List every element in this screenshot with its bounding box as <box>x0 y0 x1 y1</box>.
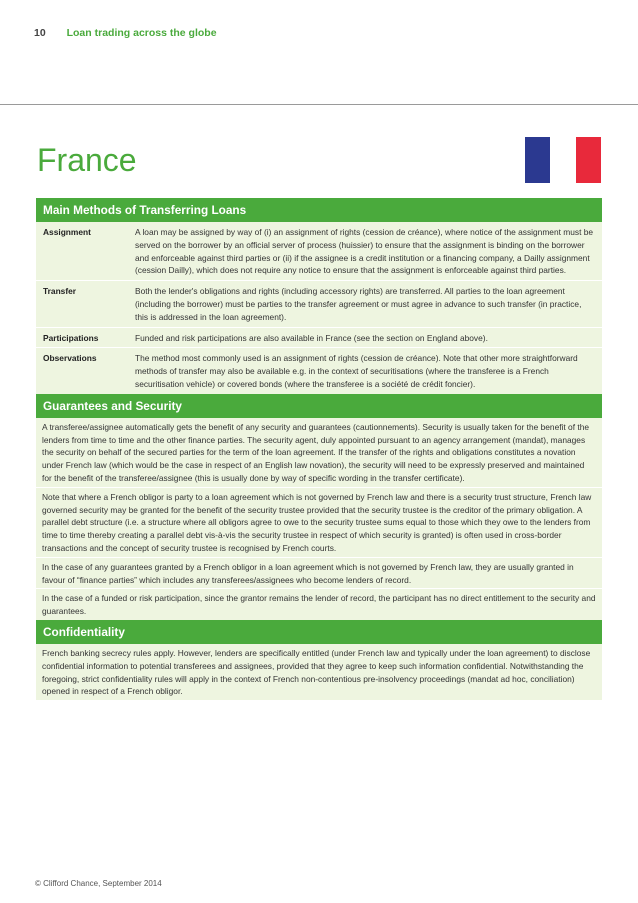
flag-stripe-red <box>576 137 601 183</box>
content <box>36 198 602 700</box>
french-flag-icon <box>525 137 601 183</box>
paragraph: In the case of a funded or risk participation, since the grantor remains the lender of record, the participant has no direct entitlement to the security and guarantees. <box>36 588 602 620</box>
section-heading-guarantees: Guarantees and Security <box>36 394 602 418</box>
paragraph: A transferee/assignee automatically gets the benefit of any security and guarantees (cautionnements). Security is usually taken for the benefit of the lenders from time to time and the other finance parties. The security agent, duly appointed pursuant to an agency arrangement (mandat), manages the security on behalf of the secured parties for the term of the loan agreement. If the transfer of the rights and obligations constitutes a novation under French law (which would be the case in respect of an English law novation), the security will need to be expressly preserved and maintained for the benefit of the transferee/assignee (this is usually done by way of specific wording in the transfer certificate). <box>42 421 590 483</box>
flag-stripe-blue <box>525 137 550 183</box>
guarantees-body <box>36 418 602 620</box>
page-number: 10 <box>34 27 46 39</box>
row-text: Both the lender's obligations and rights (including accessory rights) are transferred. All parties to the loan agreement (including the borrower) must be parties to the transfer agreement or must agree in advance to such transfer (in practice, this is addressed in the loan agreement). <box>135 286 582 322</box>
row-label: Observations <box>43 353 97 364</box>
running-title: Loan trading across the globe <box>66 27 217 39</box>
confidentiality-body <box>36 644 602 700</box>
row-text: The method most commonly used is an assignment of rights (cession de créance). Note that other more straightforward methods of transfer may also be available e.g. in the context of securitisations (where the transferee is a French securitisation vehicle) or covered bonds (where the transferee is a société de crédit foncier). <box>135 353 578 389</box>
table-row <box>36 280 602 326</box>
paragraph: Note that where a French obligor is party to a loan agreement which is not governed by French law and there is a security trust structure, French law governed security may be granted for the benefit of the security trustee provided that the security trustee is the creditor of the primary obligation. A parallel debt structure (i.e. a structure where all obligors agree to owe to the security trustee sums equal to those which they owe to the lenders from time to time thereby creating a parallel debt vis-à-vis the security trustee in respect of which security is granted) is often used in cross-border transactions and the concept of security trustee is recognised by French courts. <box>36 487 602 557</box>
flag-stripe-white <box>550 137 575 183</box>
table-row <box>36 347 602 393</box>
paragraph: French banking secrecy rules apply. However, lenders are specifically entitled (under French law and typically under the loan agreement) to disclose confidential information to potential transferees and assignees, provided that they agree to keep such information confidential. Notwithstanding the foregoing, strict confidentiality rules will apply in the context of French non-contentious pre-insolvency proceedings (mandat ad hoc, conciliation) opened in respect of a French obligor. <box>42 647 591 697</box>
footer-copyright: © Clifford Chance, September 2014 <box>35 879 162 888</box>
row-label: Transfer <box>43 286 77 297</box>
row-text: Funded and risk participations are also available in France (see the section on England above). <box>135 332 488 343</box>
page-header <box>34 27 217 39</box>
row-label: Assignment <box>43 227 91 237</box>
country-title: France <box>37 142 137 178</box>
section-heading-confidentiality: Confidentiality <box>36 620 602 644</box>
methods-table <box>36 222 602 394</box>
row-text: A loan may be assigned by way of (i) an assignment of rights (cession de créance), where notice of the assignment must be served on the borrower by an official server of process (huissier) to ensure that the assignment is binding on the borrower and enforceable against third parties or (ii) if the assignee is a credit institution or a financing company, a Dailly assignment (cession Dailly), which does not require any notice to ensure that the assignment is enforceable against third parties. <box>135 227 594 276</box>
paragraph: In the case of any guarantees granted by a French obligor in a loan agreement which is not governed by French law, they are usually granted in favour of “finance parties” which includes any transferees/assignees who become lenders of record. <box>36 557 602 589</box>
table-row <box>36 327 602 348</box>
header-rule <box>0 104 638 105</box>
table-row <box>36 222 602 280</box>
section-heading-methods: Main Methods of Transferring Loans <box>36 198 602 222</box>
row-label: Participations <box>43 332 99 343</box>
